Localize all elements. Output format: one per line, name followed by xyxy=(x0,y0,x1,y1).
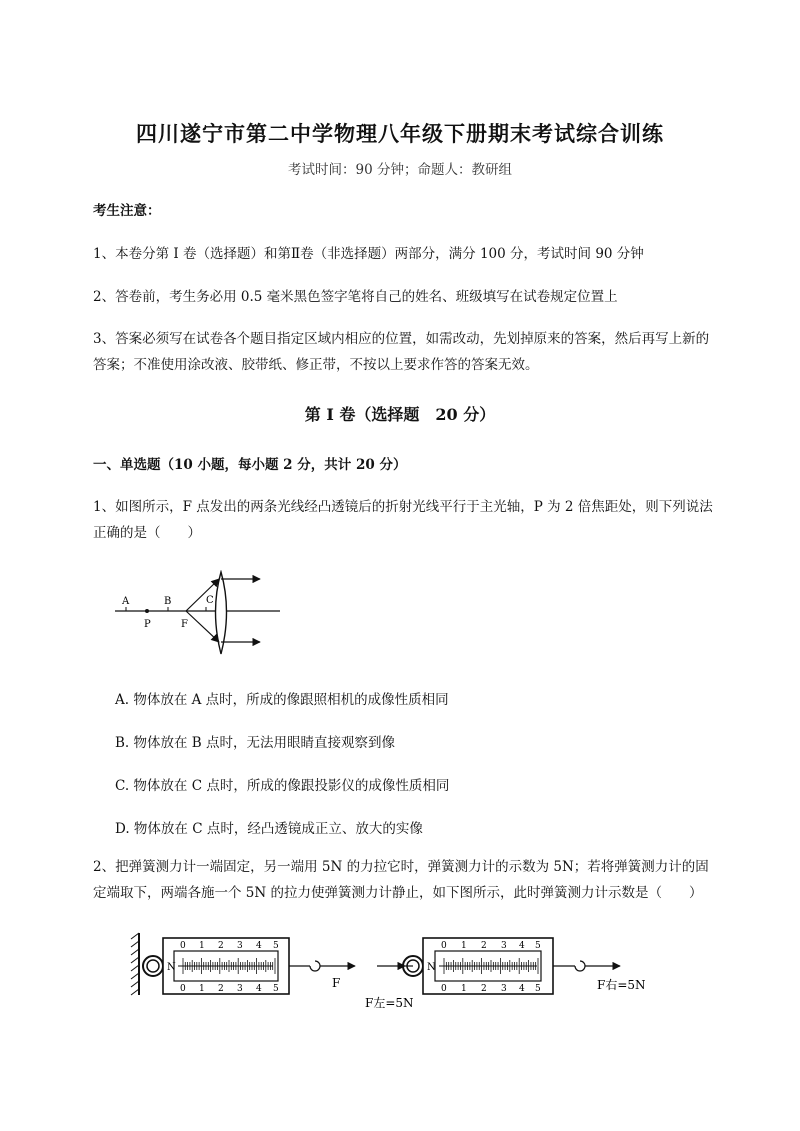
wall xyxy=(131,933,139,995)
exam-info: 考试时间：90 分钟；命题人：教研组 xyxy=(288,162,512,178)
notice-item: 1、本卷分第 I 卷（选择题）和第Ⅱ卷（非选择题）两部分，满分 100 分，考试时间 90 分钟 xyxy=(93,246,644,262)
svg-text:3: 3 xyxy=(237,984,243,994)
part-heading: 一、单选题（10 小题，每小题 2 分，共计 20 分） xyxy=(93,457,407,473)
notice-heading: 考生注意： xyxy=(93,203,161,219)
label-force-f: F xyxy=(332,976,341,990)
spring-scale-right xyxy=(365,938,646,1010)
label-f: F xyxy=(181,619,188,630)
svg-text:4: 4 xyxy=(256,941,262,951)
svg-text:5: 5 xyxy=(273,984,279,994)
page-title: 四川遂宁市第二中学物理八年级下册期末考试综合训练 xyxy=(136,121,664,146)
svg-text:4: 4 xyxy=(256,984,262,994)
label-force-left: F左=5N xyxy=(365,996,414,1010)
question-1-text: 1、如图所示，F 点发出的两条光线经凸透镜后的折射光线平行于主光轴，P 为 2 倍焦距处，则下列说法正确的是（ ） xyxy=(93,499,713,541)
svg-text:4: 4 xyxy=(519,984,525,994)
svg-text:0: 0 xyxy=(441,941,447,951)
svg-text:5: 5 xyxy=(535,941,541,951)
option-c[interactable]: C. 物体放在 C 点时，所成的像跟投影仪的成像性质相同 xyxy=(115,778,450,794)
svg-text:0: 0 xyxy=(180,941,186,951)
label-force-right: F右=5N xyxy=(597,978,646,992)
svg-text:1: 1 xyxy=(199,941,205,951)
spring-scale-diagram xyxy=(125,925,665,1040)
svg-text:0: 0 xyxy=(180,984,186,994)
question-2-text: 2、把弹簧测力计一端固定，另一端用 5N 的力拉它时，弹簧测力计的示数为 5N；若将弹簧测力计的固定端取下，两端各施一个 5N 的拉力使弹簧测力计静止，如下图所示，此时弹簧测力计示数是（ ） xyxy=(93,859,709,901)
svg-text:2: 2 xyxy=(481,984,487,994)
option-b[interactable]: B. 物体放在 B 点时，无法用眼睛直接观察到像 xyxy=(115,735,396,751)
svg-text:2: 2 xyxy=(218,941,224,951)
label-a: A xyxy=(122,596,130,607)
point-p-dot xyxy=(145,609,149,613)
svg-text:1: 1 xyxy=(461,984,467,994)
spring-scale-left xyxy=(143,938,355,994)
svg-text:2: 2 xyxy=(218,984,224,994)
scale-n-label: N xyxy=(427,962,436,973)
svg-text:4: 4 xyxy=(519,941,525,951)
notice-item: 2、答卷前，考生务必用 0.5 毫米黑色签字笔将自己的姓名、班级填写在试卷规定位置上 xyxy=(93,289,618,305)
svg-text:2: 2 xyxy=(481,941,487,951)
ray-lower xyxy=(186,611,219,642)
svg-text:5: 5 xyxy=(535,984,541,994)
lens-diagram xyxy=(110,570,290,660)
notice-item: 3、答案必须写在试卷各个题目指定区域内相应的位置，如需改动，先划掉原来的答案，然后再写上新的答案；不准使用涂改液、胶带纸、修正带，不按以上要求作答的答案无效。 xyxy=(93,331,710,373)
option-a[interactable]: A. 物体放在 A 点时，所成的像跟照相机的成像性质相同 xyxy=(115,692,449,708)
ray-upper xyxy=(186,579,219,611)
scale-n-label: N xyxy=(167,962,176,973)
option-d[interactable]: D. 物体放在 C 点时，经凸透镜成正立、放大的实像 xyxy=(115,821,423,837)
svg-text:1: 1 xyxy=(199,984,205,994)
svg-text:3: 3 xyxy=(237,941,243,951)
section-title: 第 I 卷（选择题 20 分） xyxy=(304,405,496,424)
svg-text:3: 3 xyxy=(501,941,507,951)
label-p: P xyxy=(144,619,151,630)
label-c: C xyxy=(206,595,214,606)
label-b: B xyxy=(164,596,172,607)
svg-text:0: 0 xyxy=(441,984,447,994)
svg-text:1: 1 xyxy=(461,941,467,951)
svg-text:3: 3 xyxy=(501,984,507,994)
svg-text:5: 5 xyxy=(273,941,279,951)
